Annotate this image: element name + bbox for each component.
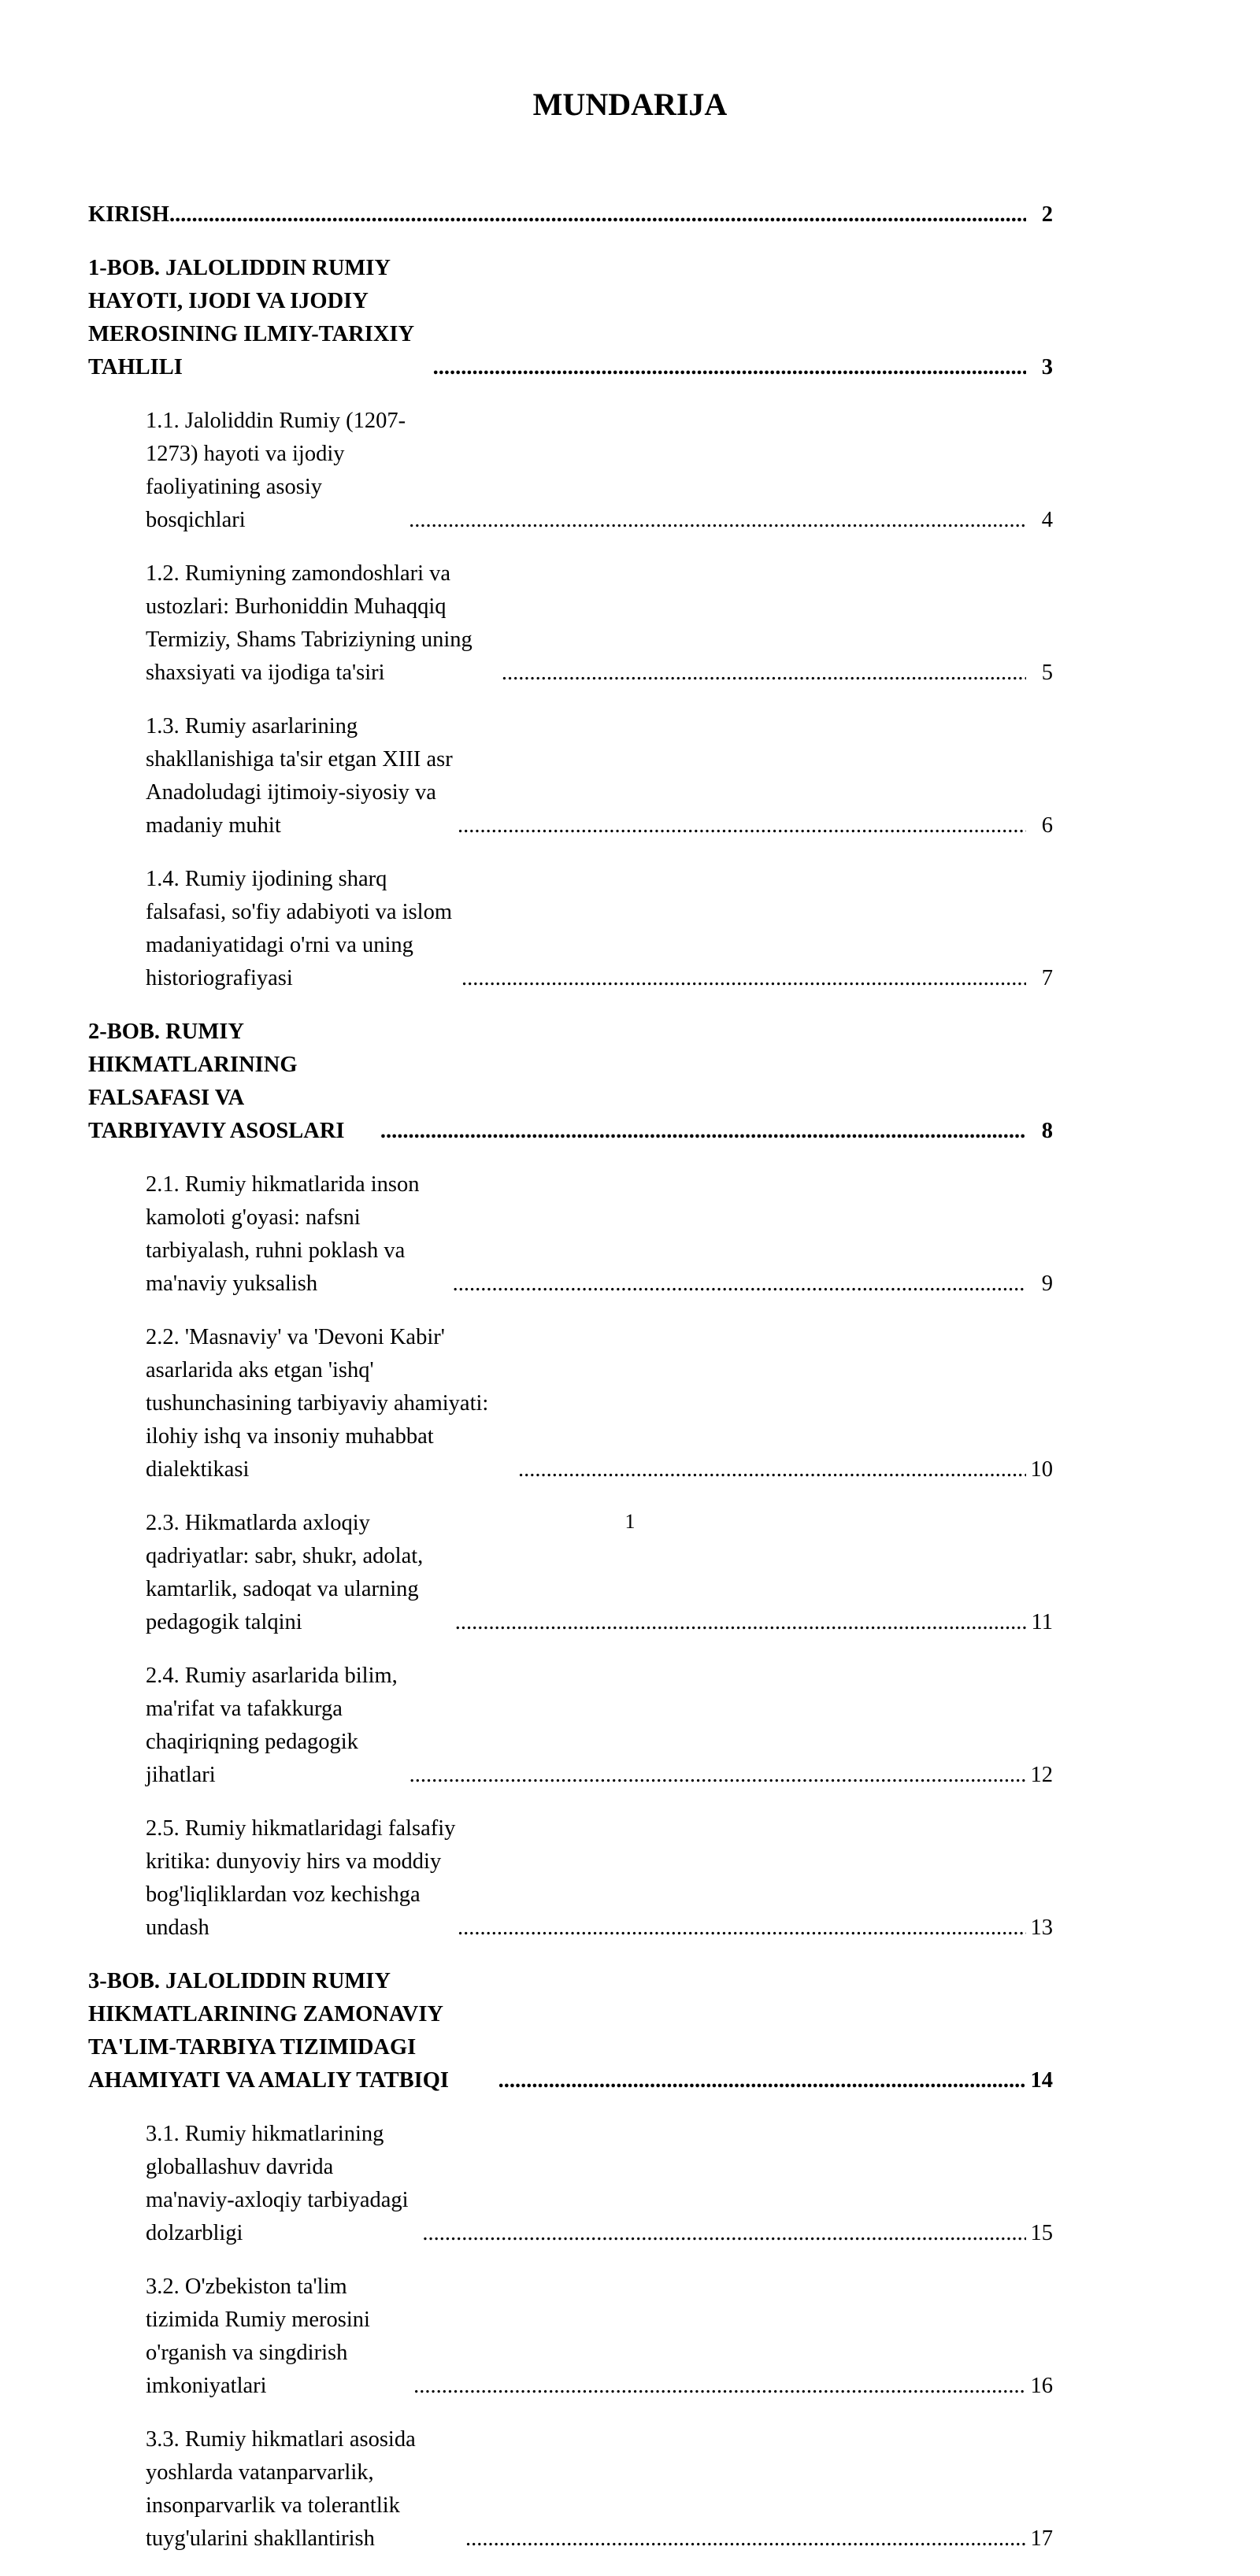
dot-leader: [433, 351, 1026, 384]
toc-page-number: 15: [1030, 2221, 1053, 2245]
toc-entry-text: 3.3. Rumiy hikmatlari asosida yoshlarda vatanparvarlik, insonparvarlik va tolerantlik tuyg'ularini shakllantirish: [146, 2427, 416, 2551]
dot-leader: [458, 809, 1026, 842]
toc-page-number: 13: [1030, 1915, 1053, 1940]
toc-entry-section-2-2[interactable]: [146, 1321, 1053, 1486]
toc-entry-text: 1.2. Rumiyning zamondoshlari va ustozlari: Burhoniddin Muhaqqiq Termiziy, Shams Tabriziyning uning shaxsiyati va ijodiga ta'siri: [146, 561, 472, 685]
dot-leader: [453, 1268, 1026, 1301]
toc-entry-text: 3.2. O'zbekiston ta'lim tizimida Rumiy merosini o'rganish va singdirish imkoniyatlari: [146, 2274, 370, 2398]
dot-leader: [458, 1912, 1026, 1945]
dot-leader: [502, 657, 1026, 690]
toc-entry-section-3-3[interactable]: [146, 2423, 1053, 2556]
dot-leader: [380, 1115, 1026, 1148]
dot-leader: [169, 198, 1026, 231]
toc-entry-text: 2.5. Rumiy hikmatlaridagi falsafiy kritika: dunyoviy hirs va moddiy bog'liqliklardan voz kechishga undash: [146, 1816, 456, 1940]
toc-page-number: 5: [1041, 661, 1053, 685]
toc-page-number: 16: [1030, 2374, 1053, 2398]
toc-page-number: 14: [1030, 2068, 1053, 2093]
toc-page-number: 17: [1030, 2526, 1053, 2551]
toc-entry-text: 3-BOB. JALOLIDDIN RUMIY HIKMATLARINING ZAMONAVIY TA'LIM-TARBIYA TIZIMIDAGI AHAMIYATI VA AMALIY TATBIQI: [88, 1969, 449, 2093]
toc-entry-section-2-4[interactable]: [146, 1660, 1053, 1792]
toc-entry-text: 1.1. Jaloliddin Rumiy (1207-1273) hayoti va ijodiy faoliyatining asosiy bosqichlari: [146, 409, 406, 532]
dot-leader: [413, 2370, 1026, 2403]
toc-entry-chapter-1[interactable]: [88, 252, 1053, 384]
toc-entry-introduction[interactable]: [88, 198, 1053, 231]
toc-page-number: 10: [1030, 1457, 1053, 1482]
toc-page-number: 12: [1030, 1763, 1053, 1787]
toc-entry-section-1-3[interactable]: [146, 710, 1053, 842]
toc-entry-text: 2-BOB. RUMIY HIKMATLARINING FALSAFASI VA TARBIYAVIY ASOSLARI: [88, 1020, 345, 1143]
toc-entry-text: 2.4. Rumiy asarlarida bilim, ma'rifat va tafakkurga chaqiriqning pedagogik jihatlari: [146, 1664, 398, 1787]
dot-leader: [409, 504, 1026, 537]
toc-entry-text: 3.1. Rumiy hikmatlarining globallashuv davrida ma'naviy-axloqiy tarbiyadagi dolzarbligi: [146, 2122, 409, 2245]
toc-entry-text: 2.1. Rumiy hikmatlarida inson kamoloti g'oyasi: nafsni tarbiyalash, ruhni poklash va ma'naviy yuksalish: [146, 1172, 420, 1296]
toc-page-number: 8: [1041, 1119, 1053, 1143]
toc-entry-section-1-2[interactable]: [146, 557, 1053, 690]
toc-page-number: 9: [1041, 1271, 1053, 1296]
dot-leader: [461, 962, 1026, 995]
dot-leader: [455, 1606, 1026, 1639]
toc-page-number: 7: [1041, 966, 1053, 990]
toc-entry-text: 2.2. 'Masnaviy' va 'Devoni Kabir' asarlarida aks etgan 'ishq' tushunchasining tarbiyaviy ahamiyati: ilohiy ishq va insoniy muhabbat dialektikasi: [146, 1325, 489, 1482]
toc-entry-text: 1-BOB. JALOLIDDIN RUMIY HAYOTI, IJODI VA IJODIY MEROSINING ILMIY-TARIXIY TAHLILI: [88, 256, 414, 379]
dot-leader: [465, 2522, 1026, 2556]
page-title: MUNDARIJA: [532, 87, 728, 122]
toc-entry-text: 1.3. Rumiy asarlarining shakllanishiga ta'sir etgan XIII asr Anadoludagi ijtimoiy-siyosiy va madaniy muhit: [146, 714, 453, 838]
toc-entry-section-3-1[interactable]: [146, 2118, 1053, 2250]
toc-entry-section-2-5[interactable]: [146, 1812, 1053, 1945]
toc-entry-chapter-2[interactable]: [88, 1016, 1053, 1148]
toc-page-number: 2: [1041, 202, 1053, 227]
toc-entry-text: KIRISH: [88, 202, 169, 227]
page-number: 1: [624, 1510, 636, 1533]
dot-leader: [410, 1759, 1026, 1792]
toc-page-number: 3: [1041, 355, 1053, 379]
toc-entry-section-1-1[interactable]: [146, 405, 1053, 537]
toc-page-number: 6: [1041, 813, 1053, 838]
toc-entry-chapter-3[interactable]: [88, 1965, 1053, 2097]
dot-leader: [518, 1453, 1026, 1486]
toc-entry-section-3-2[interactable]: [146, 2271, 1053, 2403]
dot-leader: [422, 2217, 1026, 2250]
toc-entry-text: 2.3. Hikmatlarda axloqiy qadriyatlar: sabr, shukr, adolat, kamtarlik, sadoqat va ularning pedagogik talqini: [146, 1511, 424, 1634]
toc-entry-section-2-1[interactable]: [146, 1168, 1053, 1301]
toc-page-number: 11: [1031, 1610, 1053, 1634]
table-of-contents: [88, 198, 1053, 2576]
toc-page-number: 4: [1041, 508, 1053, 532]
toc-entry-text: 1.4. Rumiy ijodining sharq falsafasi, so'fiy adabiyoti va islom madaniyatidagi o'rni va uning historiografiyasi: [146, 867, 453, 990]
dot-leader: [498, 2064, 1026, 2097]
toc-entry-section-1-4[interactable]: [146, 863, 1053, 995]
